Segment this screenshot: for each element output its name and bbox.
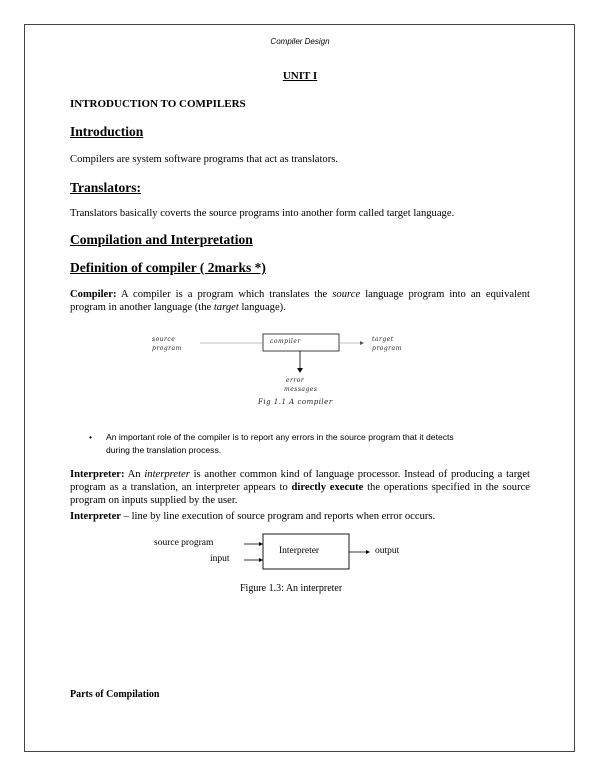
compiler-text-2: language program into an equivalent program in another language (the (70, 289, 530, 313)
bullet-dot: • (89, 432, 93, 442)
parts-heading: Parts of Compilation (70, 689, 160, 700)
chapter-title: INTRODUCTION TO COMPILERS (70, 98, 246, 110)
interpreter-text-a: An (127, 469, 141, 480)
interpreter-text-b: is another common kind of language processor. Instead of producing a target program as a translation, an interpreter appears to (70, 469, 530, 493)
fig1-error-label-2: messages (284, 386, 318, 393)
fig3-input-2: input (210, 554, 230, 564)
heading-compilation: Compilation and Interpretation (70, 232, 253, 247)
error-arrowhead (297, 368, 303, 373)
fig1-output-label-1: target (372, 336, 394, 343)
compiler-text-3: language). (241, 302, 286, 313)
interpreter-line-text: – line by line execution of source program and reports when error occurs. (123, 511, 436, 522)
bullet-line-2: during the translation process. (106, 445, 222, 455)
input-arrowhead-2 (259, 558, 263, 562)
fig3-box-label: Interpreter (279, 546, 320, 556)
running-header: Compiler Design (270, 37, 330, 46)
unit-title: UNIT I (282, 70, 318, 82)
fig1-output-label-2: program (372, 345, 402, 352)
fig3-output: output (375, 546, 400, 556)
italic-interpreter: interpreter (144, 469, 190, 480)
interpreter-term: Interpreter: (70, 469, 125, 480)
interpreter-line-term: Interpreter (70, 511, 121, 522)
fig1-input-label-2: program (152, 345, 182, 352)
compiler-text-1: A compiler is a program which translates the (120, 289, 328, 300)
italic-source: source (332, 289, 361, 300)
interpreter-definition (70, 468, 530, 507)
compiler-term: Compiler: (70, 289, 117, 300)
bold-directly-execute: directly execute (291, 482, 364, 493)
heading-introduction: Introduction (70, 124, 144, 139)
output-arrowhead (360, 341, 364, 345)
input-arrowhead-1 (259, 542, 263, 546)
fig1-caption: Fig 1.1 A compiler (258, 398, 333, 406)
fig1-box-label: compiler (270, 338, 301, 345)
fig3-input-1: source program (154, 538, 214, 548)
fig1-input-label-1: source (152, 336, 176, 343)
bullet-line-1: An important role of the compiler is to report any errors in the source program that it detects (106, 432, 454, 442)
output-arrowhead (366, 550, 370, 554)
fig3-caption: Figure 1.3: An interpreter (240, 583, 343, 594)
interpreter-text-c: the operations specified in the source program on inputs supplied by the user. (70, 482, 530, 506)
heading-definition: Definition of compiler ( 2marks *) (70, 260, 266, 275)
compiler-definition (70, 288, 530, 314)
heading-translators: Translators: (70, 180, 141, 195)
translators-text: Translators basically coverts the source programs into another form called target language. (70, 208, 455, 219)
introduction-text: Compilers are system software programs that act as translators. (70, 154, 339, 165)
fig1-error-label-1: error (286, 377, 305, 384)
interpreter-line (70, 510, 435, 523)
italic-target: target (213, 302, 239, 313)
